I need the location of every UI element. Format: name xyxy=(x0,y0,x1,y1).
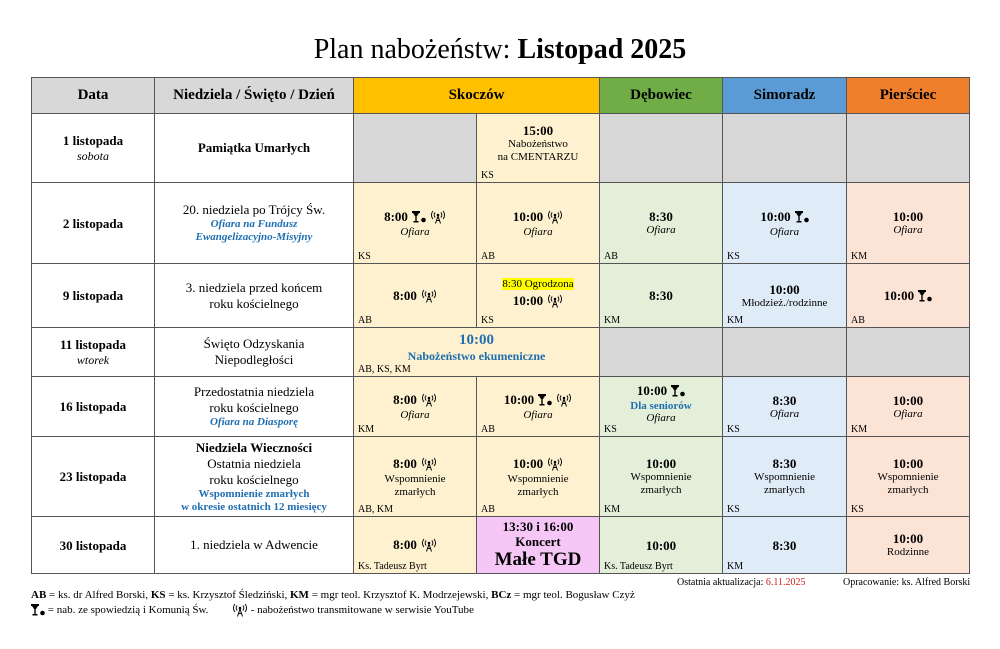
weekday: wtorek xyxy=(76,352,110,367)
legend-text: - nabożeństwo transmitowane w serwisie YouTube xyxy=(247,604,474,616)
service-desc: Wspomnienie xyxy=(507,472,569,485)
broadcast-icon xyxy=(232,603,248,617)
service-cell-empty xyxy=(847,328,970,377)
service-time: 8:30 xyxy=(772,392,797,408)
officiant-code: AB, KM xyxy=(358,504,394,515)
service-time: 10:00 xyxy=(892,392,924,408)
communion-icon xyxy=(918,290,932,302)
legend-text: = ks. Krzysztof Śledziński, xyxy=(165,589,290,601)
service-time: 10:00 xyxy=(636,383,668,398)
service-cell xyxy=(477,183,600,264)
communion-icon xyxy=(31,604,45,616)
service-time: 10:00 xyxy=(883,287,915,303)
col-header-simoradz: Simoradz xyxy=(723,78,847,114)
day-cell xyxy=(155,328,354,377)
broadcast-icon xyxy=(421,289,437,303)
page-title xyxy=(0,30,1000,70)
officiant-code: KS xyxy=(727,424,740,435)
broadcast-icon xyxy=(547,294,563,308)
service-cell xyxy=(600,183,723,264)
service-cell xyxy=(847,377,970,437)
service-cell-empty xyxy=(600,114,723,183)
legend-code: KS xyxy=(150,589,166,601)
service-cell xyxy=(723,377,847,437)
service-desc: Wspomnienie xyxy=(630,471,692,483)
service-cell xyxy=(354,377,477,437)
service-cell xyxy=(354,437,477,517)
service-cell xyxy=(847,517,970,574)
service-desc: zmarłych xyxy=(517,485,559,498)
service-desc: Nabożeństwo xyxy=(508,137,568,150)
date: 30 listopada xyxy=(59,537,127,553)
service-time: 8:30 xyxy=(649,209,673,224)
officiant-code: KM xyxy=(727,561,744,572)
day-name: roku kościelnego xyxy=(209,471,299,487)
legend-code: AB xyxy=(31,589,47,601)
service-cell xyxy=(847,437,970,517)
table-row xyxy=(32,328,970,377)
legend-code: KM xyxy=(290,589,309,601)
broadcast-icon xyxy=(547,457,563,471)
day-cell xyxy=(155,114,354,183)
table-row xyxy=(32,114,970,183)
remembrance-note: w okresie ostatnich 12 miesięcy xyxy=(181,500,327,513)
service-cell xyxy=(354,264,477,328)
service-time: 10:00 xyxy=(892,209,924,224)
communion-icon xyxy=(671,385,685,397)
service-time: 10:00 xyxy=(503,392,535,407)
service-desc: Ofiara xyxy=(893,224,923,236)
service-cell-empty xyxy=(354,114,477,183)
updated-label: Ostatnia aktualizacja: xyxy=(677,577,764,588)
date-cell xyxy=(32,114,155,183)
service-cell xyxy=(847,264,970,328)
service-time: 10:00 xyxy=(512,292,544,308)
service-desc: Ofiara xyxy=(646,412,676,424)
officiant-code: AB xyxy=(481,251,495,262)
service-desc: Ofiara xyxy=(769,225,800,238)
officiant-code: KS xyxy=(481,170,494,181)
date-cell xyxy=(32,517,155,574)
officiant-code: KS xyxy=(358,251,371,262)
service-desc: Młodzież./rodzinne xyxy=(741,296,828,309)
broadcast-icon xyxy=(547,210,563,224)
officiant-code: AB xyxy=(358,315,372,326)
officiant-code: KM xyxy=(727,315,744,326)
service-desc: zmarłych xyxy=(887,484,929,496)
service-desc: Wspomnienie xyxy=(384,472,446,485)
service-cell xyxy=(354,517,477,574)
date: 9 listopada xyxy=(62,288,124,303)
col-header-date: Data xyxy=(32,78,155,114)
col-header-pierściec: Pierściec xyxy=(847,78,970,114)
officiant-code: Ks. Tadeusz Byrt xyxy=(358,561,427,572)
service-time: 8:30 xyxy=(772,537,797,553)
service-cell xyxy=(354,183,477,264)
service-time: 10:00 xyxy=(760,208,791,224)
service-time: 10:00 xyxy=(459,331,494,348)
officiant-code: KS xyxy=(481,315,494,326)
service-desc: Ofiara xyxy=(769,407,800,420)
day-cell xyxy=(155,437,354,517)
officiant-code: KM xyxy=(851,251,868,262)
service-time: 8:30 xyxy=(649,288,673,303)
service-desc: Ofiara xyxy=(523,409,553,421)
service-desc: Koncert xyxy=(515,534,561,549)
legend-text: = mgr teol. Bogusław Czyż xyxy=(511,589,635,601)
service-cell xyxy=(723,437,847,517)
date: 23 listopada xyxy=(59,469,127,484)
legend-officiants xyxy=(31,588,635,602)
officiant-code: AB xyxy=(851,315,865,326)
communion-icon xyxy=(412,211,426,223)
day-name: 1. niedziela w Adwencie xyxy=(190,537,318,552)
service-desc: Nabożeństwo ekumeniczne xyxy=(407,348,546,363)
broadcast-icon xyxy=(556,393,572,407)
service-time: 8:00 xyxy=(393,455,417,471)
col-header-day: Niedziela / Święto / Dzień xyxy=(155,78,354,114)
day-name: Niedziela Wieczności xyxy=(195,439,313,455)
officiant-code: AB xyxy=(604,251,618,262)
legend-text: = mgr teol. Krzysztof K. Modrzejewski, xyxy=(308,589,492,601)
service-cell xyxy=(723,183,847,264)
service-time: 8:00 xyxy=(393,287,417,303)
offering-note: Ofiara na Diasporę xyxy=(209,416,298,428)
service-desc: Rodzinne xyxy=(886,546,930,558)
date-cell xyxy=(32,328,155,377)
service-cell xyxy=(477,114,600,183)
day-name: Niepodległości xyxy=(214,352,294,367)
service-desc: zmarłych xyxy=(764,484,805,496)
service-cell xyxy=(600,264,723,328)
service-time: 10:00 xyxy=(512,208,544,224)
header-row xyxy=(32,78,970,114)
service-cell xyxy=(723,264,847,328)
service-cell xyxy=(477,517,600,574)
date-cell xyxy=(32,377,155,437)
service-time: 10:00 xyxy=(645,537,677,553)
concert-name: Małe TGD xyxy=(494,549,582,570)
day-name: Pamiątka Umarłych xyxy=(197,140,311,155)
date-cell xyxy=(32,264,155,328)
officiant-code: KM xyxy=(604,504,621,515)
service-cell xyxy=(600,517,723,574)
date: 11 listopada xyxy=(59,336,127,352)
service-cell xyxy=(600,377,723,437)
communion-icon xyxy=(795,211,809,223)
day-name: Święto Odzyskania xyxy=(203,336,305,351)
officiant-code: KS xyxy=(727,504,740,515)
service-time: 8:00 xyxy=(384,208,408,224)
service-cell xyxy=(847,183,970,264)
service-desc: Ofiara xyxy=(400,409,430,421)
table-row xyxy=(32,183,970,264)
service-time: 10:00 xyxy=(645,456,677,471)
date: 2 listopada xyxy=(62,215,124,231)
officiant-code: KM xyxy=(604,315,621,326)
weekday: sobota xyxy=(76,148,109,163)
service-desc: Ofiara xyxy=(400,225,430,238)
table-row xyxy=(32,517,970,574)
officiant-code: AB xyxy=(481,504,495,515)
service-time: 10:00 xyxy=(512,455,544,471)
service-time: 10:00 xyxy=(892,456,924,471)
broadcast-icon xyxy=(421,393,437,407)
offering-note: Ofiara na Fundusz Ewangelizacyjno-Misyjny xyxy=(195,218,313,243)
highlight-note: 8:30 Ogrodzona xyxy=(502,277,574,290)
day-cell xyxy=(155,183,354,264)
title-prefix: Plan nabożeństw: xyxy=(313,34,511,65)
date: 1 listopada xyxy=(62,132,124,148)
day-name: Ostatnia niedziela xyxy=(207,455,301,471)
day-name: roku kościelnego xyxy=(209,295,299,311)
service-cell xyxy=(723,517,847,574)
officiant-code: KS xyxy=(727,251,740,262)
officiant-code: KS xyxy=(604,424,617,435)
service-desc: Wspomnienie xyxy=(877,471,939,483)
prepared-by: Opracowanie: ks. Alfred Borski xyxy=(843,577,971,588)
officiant-code: KM xyxy=(851,424,868,435)
service-cell xyxy=(600,437,723,517)
service-time: 13:30 i 16:00 xyxy=(502,519,574,534)
legend-text: = nab. ze spowiedzią i Komunią Św. xyxy=(45,604,209,616)
legend-icons xyxy=(31,603,474,617)
service-cell xyxy=(477,377,600,437)
title-month: Listopad 2025 xyxy=(517,34,687,65)
broadcast-icon xyxy=(421,538,437,552)
day-name: Przedostatnia niedziela xyxy=(193,384,315,399)
schedule-table xyxy=(31,77,970,574)
service-desc: Ofiara xyxy=(893,407,923,420)
day-cell xyxy=(155,264,354,328)
date: 16 listopada xyxy=(59,399,127,414)
service-desc: Ofiara xyxy=(646,224,676,236)
service-cell-empty xyxy=(723,114,847,183)
day-name: 20. niedziela po Trójcy Św. xyxy=(182,202,326,217)
service-cell-empty xyxy=(847,114,970,183)
day-cell xyxy=(155,517,354,574)
col-header-skoczow: Skoczów xyxy=(354,78,600,114)
service-cell-empty xyxy=(600,328,723,377)
day-name: roku kościelnego xyxy=(209,400,299,415)
officiant-code: AB, KS, KM xyxy=(358,364,411,375)
service-time: 15:00 xyxy=(522,122,554,138)
day-cell xyxy=(155,377,354,437)
date-cell xyxy=(32,183,155,264)
service-time: 8:00 xyxy=(393,537,417,552)
last-updated xyxy=(677,577,806,588)
service-cell xyxy=(477,264,600,328)
service-time: 8:00 xyxy=(393,392,417,407)
service-time: 10:00 xyxy=(892,531,924,546)
service-desc: zmarłych xyxy=(640,484,682,496)
officiant-code: KM xyxy=(358,424,375,435)
date-cell xyxy=(32,437,155,517)
table-row xyxy=(32,377,970,437)
service-cell xyxy=(354,328,600,377)
service-desc: Ofiara xyxy=(523,225,553,238)
service-note: Dla seniorów xyxy=(630,400,692,412)
service-cell xyxy=(477,437,600,517)
service-cell-empty xyxy=(723,328,847,377)
broadcast-icon xyxy=(430,210,446,224)
officiant-code: Ks. Tadeusz Byrt xyxy=(604,561,673,572)
broadcast-icon xyxy=(421,457,437,471)
remembrance-note: Wspomnienie zmarłych xyxy=(198,487,310,500)
col-header-debowiec: Dębowiec xyxy=(600,78,723,114)
updated-date: 6.11.2025 xyxy=(765,577,806,588)
service-desc: Wspomnienie xyxy=(753,471,816,483)
service-time: 10:00 xyxy=(769,281,800,297)
officiant-code: AB xyxy=(481,424,495,435)
table-row xyxy=(32,437,970,517)
service-time: 8:30 xyxy=(772,456,797,471)
legend-text: = ks. dr Alfred Borski, xyxy=(46,589,151,601)
service-desc: zmarłych xyxy=(394,485,436,498)
day-name: 3. niedziela przed końcem xyxy=(185,279,323,295)
communion-icon xyxy=(538,394,552,406)
service-desc: na CMENTARZU xyxy=(497,150,579,163)
officiant-code: KS xyxy=(851,504,864,515)
table-row xyxy=(32,264,970,328)
legend-code: BCz xyxy=(491,589,512,601)
